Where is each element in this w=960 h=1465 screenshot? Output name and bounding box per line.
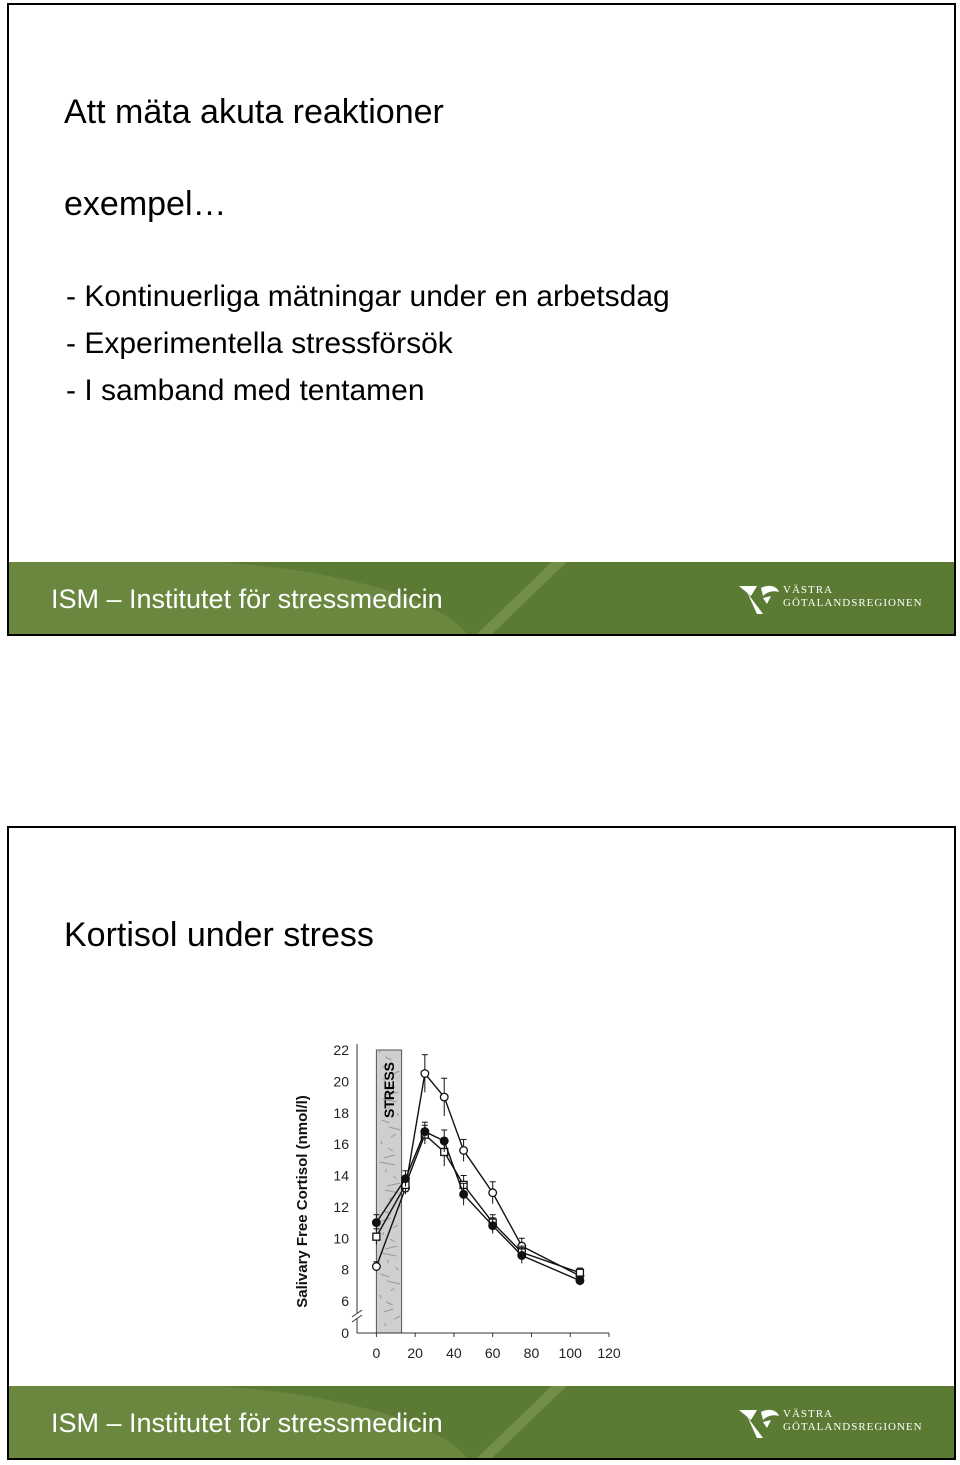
- series-line: [376, 1132, 580, 1281]
- data-point: [576, 1269, 583, 1276]
- x-tick-label: 0: [372, 1345, 381, 1361]
- data-point: [373, 1263, 381, 1271]
- y-tick-label: 16: [333, 1136, 349, 1153]
- slide-title: Att mäta akuta reaktioner: [64, 93, 444, 131]
- logo-line-2: GÖTALANDSREGIONEN: [783, 597, 923, 609]
- footer-text: ISM – Institutet för stressmedicin: [51, 584, 443, 614]
- bullet-item: - Kontinuerliga mätningar under en arbetsdag: [66, 280, 670, 313]
- slide-1: [7, 3, 956, 636]
- slide-2: [7, 826, 956, 1460]
- slide-title: Kortisol under stress: [64, 916, 374, 954]
- data-point: [460, 1191, 468, 1199]
- logo-line-2: GÖTALANDSREGIONEN: [783, 1421, 923, 1433]
- bullet-item: - I samband med tentamen: [66, 374, 425, 407]
- x-tick-label: 60: [484, 1345, 501, 1361]
- data-point: [460, 1147, 468, 1155]
- series-line: [376, 1135, 580, 1273]
- slide-subtitle: exempel…: [64, 185, 227, 223]
- x-tick-label: 40: [446, 1345, 462, 1361]
- data-point: [373, 1233, 380, 1240]
- footer-text: ISM – Institutet för stressmedicin: [51, 1408, 443, 1438]
- data-point: [440, 1093, 448, 1101]
- y-tick-label: 6: [341, 1293, 349, 1309]
- vgr-emblem-icon: [737, 1406, 781, 1440]
- data-point: [489, 1222, 497, 1230]
- data-point: [440, 1137, 448, 1145]
- logo-line-1: VÄSTRA: [783, 584, 834, 596]
- cortisol-chart-svg: [279, 1033, 624, 1373]
- data-point: [518, 1252, 526, 1260]
- data-point: [576, 1277, 584, 1285]
- x-tick-label: 100: [558, 1345, 582, 1361]
- y-axis-label: Salivary Free Cortisol (nmol/l): [294, 1095, 311, 1308]
- x-tick-label: 20: [407, 1345, 423, 1361]
- data-point: [489, 1189, 497, 1197]
- slide-footer: [9, 1386, 954, 1458]
- logo-line-1: VÄSTRA: [783, 1408, 834, 1420]
- cortisol-chart: [279, 1033, 624, 1373]
- vgr-logo: [737, 1406, 923, 1442]
- y-tick-label: 14: [333, 1167, 349, 1184]
- slide-footer: [9, 562, 954, 634]
- y-tick-label: 0: [341, 1325, 349, 1341]
- data-point: [402, 1175, 410, 1183]
- bullet-list: [66, 273, 670, 414]
- y-tick-label: 18: [333, 1104, 349, 1121]
- vgr-logo: [737, 582, 923, 618]
- stress-label: STRESS: [380, 1061, 397, 1118]
- x-tick-label: 120: [597, 1345, 621, 1361]
- y-tick-label: 12: [333, 1198, 349, 1215]
- bullet-item: - Experimentella stressförsök: [66, 327, 453, 360]
- y-tick-label: 10: [333, 1230, 349, 1247]
- vgr-emblem-icon: [737, 582, 781, 616]
- data-point: [421, 1128, 429, 1136]
- data-point: [373, 1219, 381, 1227]
- y-tick-label: 8: [341, 1261, 349, 1278]
- y-tick-label: 20: [333, 1073, 349, 1090]
- data-point: [421, 1070, 429, 1078]
- y-tick-label: 22: [333, 1042, 349, 1058]
- x-tick-label: 80: [523, 1345, 540, 1361]
